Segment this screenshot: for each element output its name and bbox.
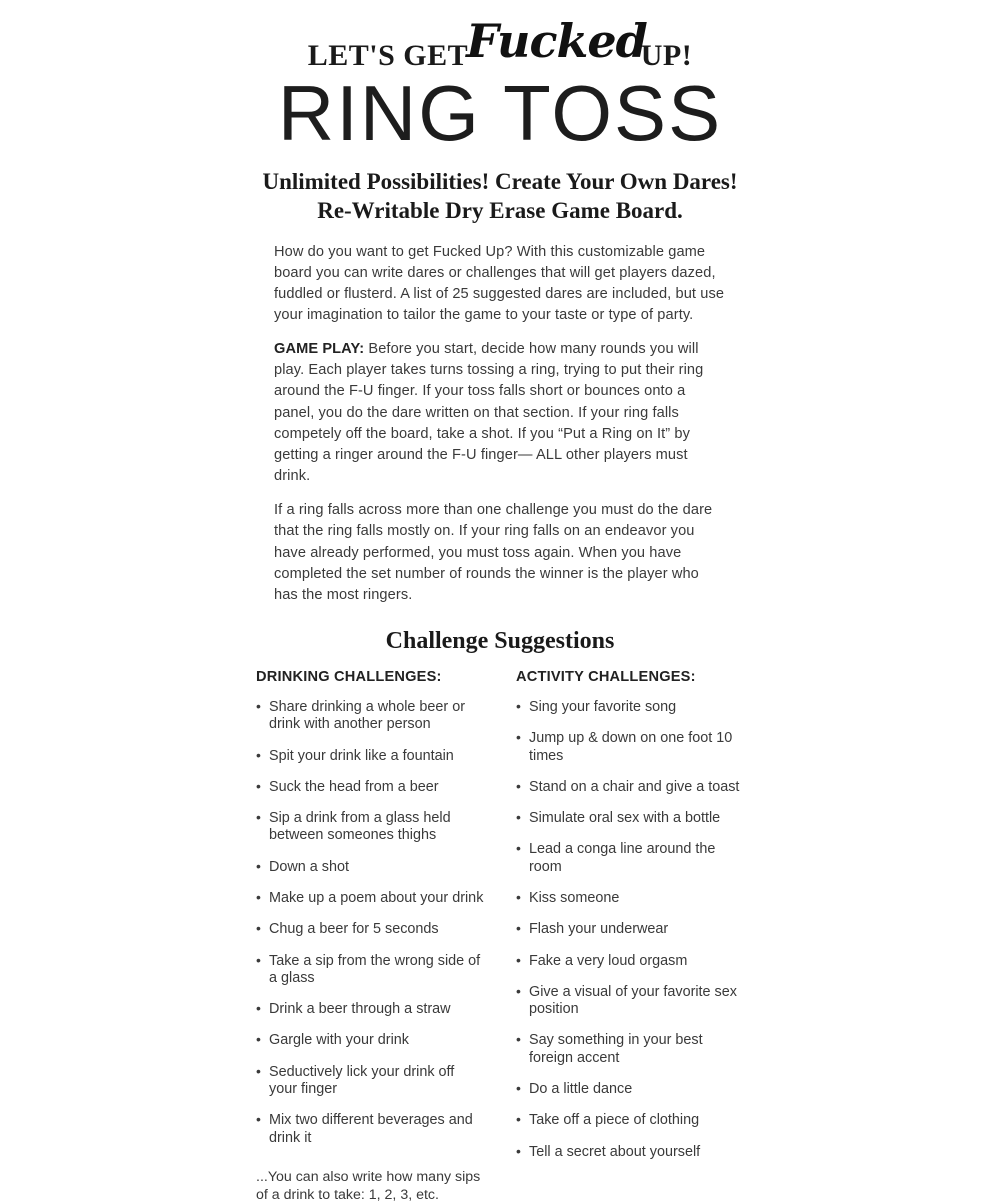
list-item: • Share drinking a whole beer or drink with another person [256, 699, 484, 734]
list-item: • Sing your favorite song [516, 699, 744, 716]
challenge-columns [0, 669, 1000, 1204]
list-item: • Drink a beer through a straw [256, 1001, 484, 1018]
drinking-challenges-title: DRINKING CHALLENGES: [256, 669, 442, 685]
gameplay-text: Before you start, decide how many rounds you will play. Each player takes turns tossing a ring, trying to put their ring around the F-U finger. If your toss falls short or bounces onto a panel, you do the dare written on that section. If your ring falls competely off the board, take a shot. If you “Put a Ring on It” by getting a ringer around the F-U finger— ALL other players must drink. [274, 341, 704, 485]
page-title: RING TOSS [277, 69, 723, 157]
list-item: • Give a visual of your favorite sex position [516, 984, 744, 1019]
subtitle-line-2: Re-Writable Dry Erase Game Board. [317, 197, 683, 223]
challenge-suggestions-heading: Challenge Suggestions [385, 628, 615, 654]
list-item: • Mix two different beverages and drink it [256, 1112, 484, 1147]
list-item: • Do a little dance [516, 1081, 744, 1098]
intro-paragraph: How do you want to get Fucked Up? With this customizable game board you can write dares or challenges that will get players dazed, fuddled or flusterd. A list of 25 suggested dares are included, but use your imagination to tailor the game to your taste or type of party. [274, 243, 725, 323]
drinking-challenges-column [256, 669, 484, 1204]
list-item: • Tell a secret about yourself [516, 1144, 744, 1161]
list-item: • Make up a poem about your drink [256, 890, 484, 907]
title-block [0, 0, 1000, 157]
list-item: • Fake a very loud orgasm [516, 953, 744, 970]
subtitle-block [0, 168, 1000, 226]
subtitle-line-1: Unlimited Possibilities! Create Your Own Dares! [262, 169, 738, 194]
list-item: • Take off a piece of clothing [516, 1112, 744, 1129]
list-item: • Jump up & down on one foot 10 times [516, 730, 744, 765]
activity-challenges-column [516, 669, 744, 1204]
list-item: • Simulate oral sex with a bottle [516, 810, 744, 827]
list-item: • Take a sip from the wrong side of a glass [256, 953, 484, 988]
tagline [307, 14, 693, 72]
list-item: • Spit your drink like a fountain [256, 748, 484, 765]
closing-paragraph: If a ring falls across more than one challenge you must do the dare that the ring falls mostly on. If your ring falls on an endeavor you have already performed, you must toss again. When you have completed the set number of rounds the winner is the player who has the most ringers. [274, 502, 713, 603]
tagline-suffix: UP! [640, 39, 693, 72]
list-item: • Down a shot [256, 859, 484, 876]
list-item: • Gargle with your drink [256, 1032, 484, 1049]
tagline-script-word: Fucked [466, 14, 647, 68]
drinking-challenges-list [256, 699, 484, 1147]
list-item: • Lead a conga line around the room [516, 841, 744, 876]
list-item: • Say something in your best foreign accent [516, 1032, 744, 1067]
list-item: • Seductively lick your drink off your finger [256, 1064, 484, 1099]
gameplay-label: GAME PLAY: [274, 341, 365, 358]
activity-challenges-list [516, 699, 744, 1161]
activity-challenges-title: ACTIVITY CHALLENGES: [516, 669, 696, 685]
tagline-prefix: LET'S GET [307, 39, 469, 72]
list-item: • Stand on a chair and give a toast [516, 779, 744, 796]
instructions-body [274, 242, 726, 607]
gameplay-paragraph [274, 339, 726, 487]
list-item: • Flash your underwear [516, 921, 744, 938]
list-item: • Sip a drink from a glass held between someones thighs [256, 810, 484, 845]
drinking-footnote: ...You can also write how many sips of a drink to take: 1, 2, 3, etc. [256, 1168, 481, 1203]
list-item: • Suck the head from a beer [256, 779, 484, 796]
list-item: • Chug a beer for 5 seconds [256, 921, 484, 938]
list-item: • Kiss someone [516, 890, 744, 907]
